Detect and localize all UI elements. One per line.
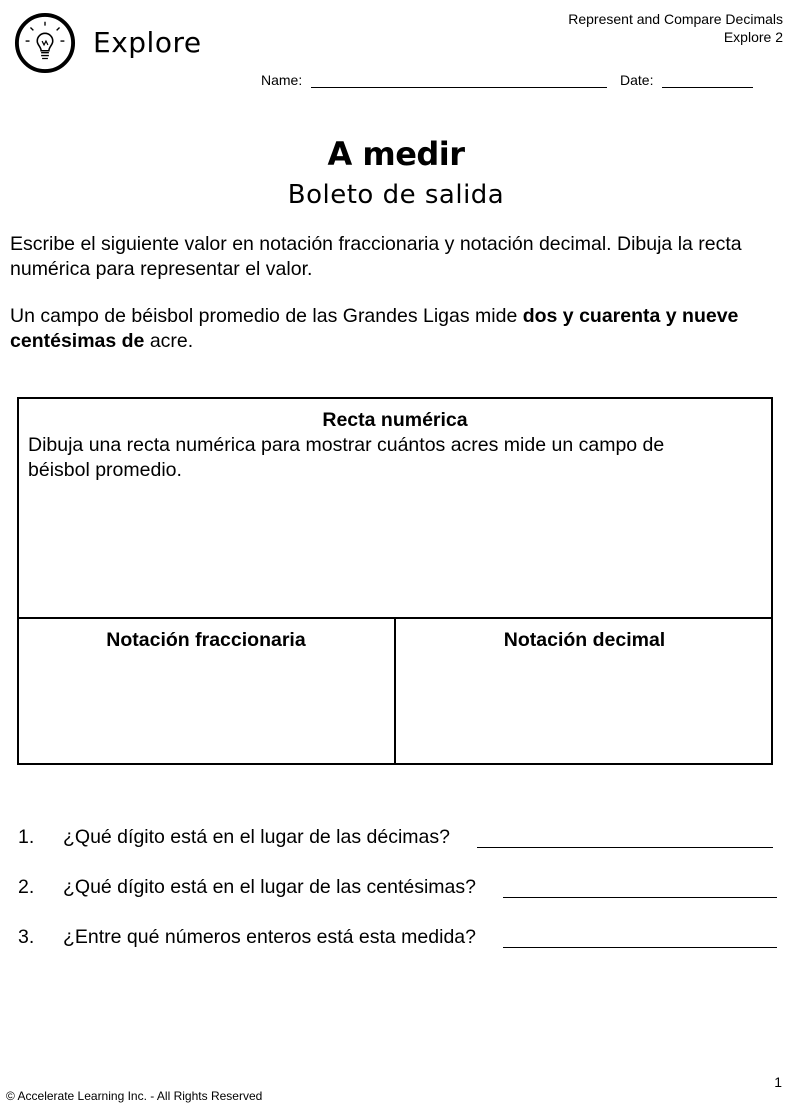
brand-label: Explore: [93, 26, 202, 59]
question-2: [18, 876, 476, 899]
unit-header: [568, 10, 783, 46]
problem-bold: dos y cuarenta y nueve centésimas de: [10, 305, 739, 352]
answer-line-1[interactable]: [477, 847, 773, 848]
unit-title: Represent and Compare Decimals: [568, 11, 783, 27]
answer-line-2[interactable]: [503, 897, 777, 898]
question-3: [18, 926, 476, 949]
fraction-notation-title: Notación fraccionaria: [106, 629, 306, 651]
problem-text-after: acre.: [144, 330, 194, 352]
question-text: ¿Qué dígito está en el lugar de las décimas?: [63, 826, 450, 848]
copyright-footer: © Accelerate Learning Inc. - All Rights Reserved: [6, 1089, 263, 1103]
question-text: ¿Qué dígito está en el lugar de las centésimas?: [63, 876, 476, 898]
instructions: Escribe el siguiente valor en notación fraccionaria y notación decimal. Dibuja la recta numérica para representar el valor.: [10, 233, 742, 280]
number-line-title: Recta numérica: [322, 409, 468, 431]
date-field[interactable]: [662, 87, 753, 88]
number-line-description: Dibuja una recta numérica para mostrar cuántos acres mide un campo de béisbol promedio.: [28, 434, 665, 481]
question-number: 2.: [18, 876, 35, 898]
lightbulb-icon: [14, 12, 76, 74]
question-number: 1.: [18, 826, 35, 848]
problem-statement: [10, 304, 785, 354]
decimal-notation-title: Notación decimal: [503, 629, 666, 651]
question-number: 3.: [18, 926, 35, 948]
page-title: A medir: [327, 135, 465, 173]
name-field[interactable]: [311, 87, 607, 88]
answer-line-3[interactable]: [503, 947, 777, 948]
page-subtitle: Boleto de salida: [287, 180, 505, 210]
date-label: Date:: [620, 72, 654, 88]
problem-text-before: Un campo de béisbol promedio de las Grandes Ligas mide: [10, 305, 523, 327]
name-label: Name:: [261, 72, 303, 88]
lesson-title: Explore 2: [723, 29, 783, 45]
page-number: 1: [774, 1074, 782, 1090]
question-text: ¿Entre qué números enteros está esta medida?: [63, 926, 476, 948]
question-1: [18, 826, 450, 849]
